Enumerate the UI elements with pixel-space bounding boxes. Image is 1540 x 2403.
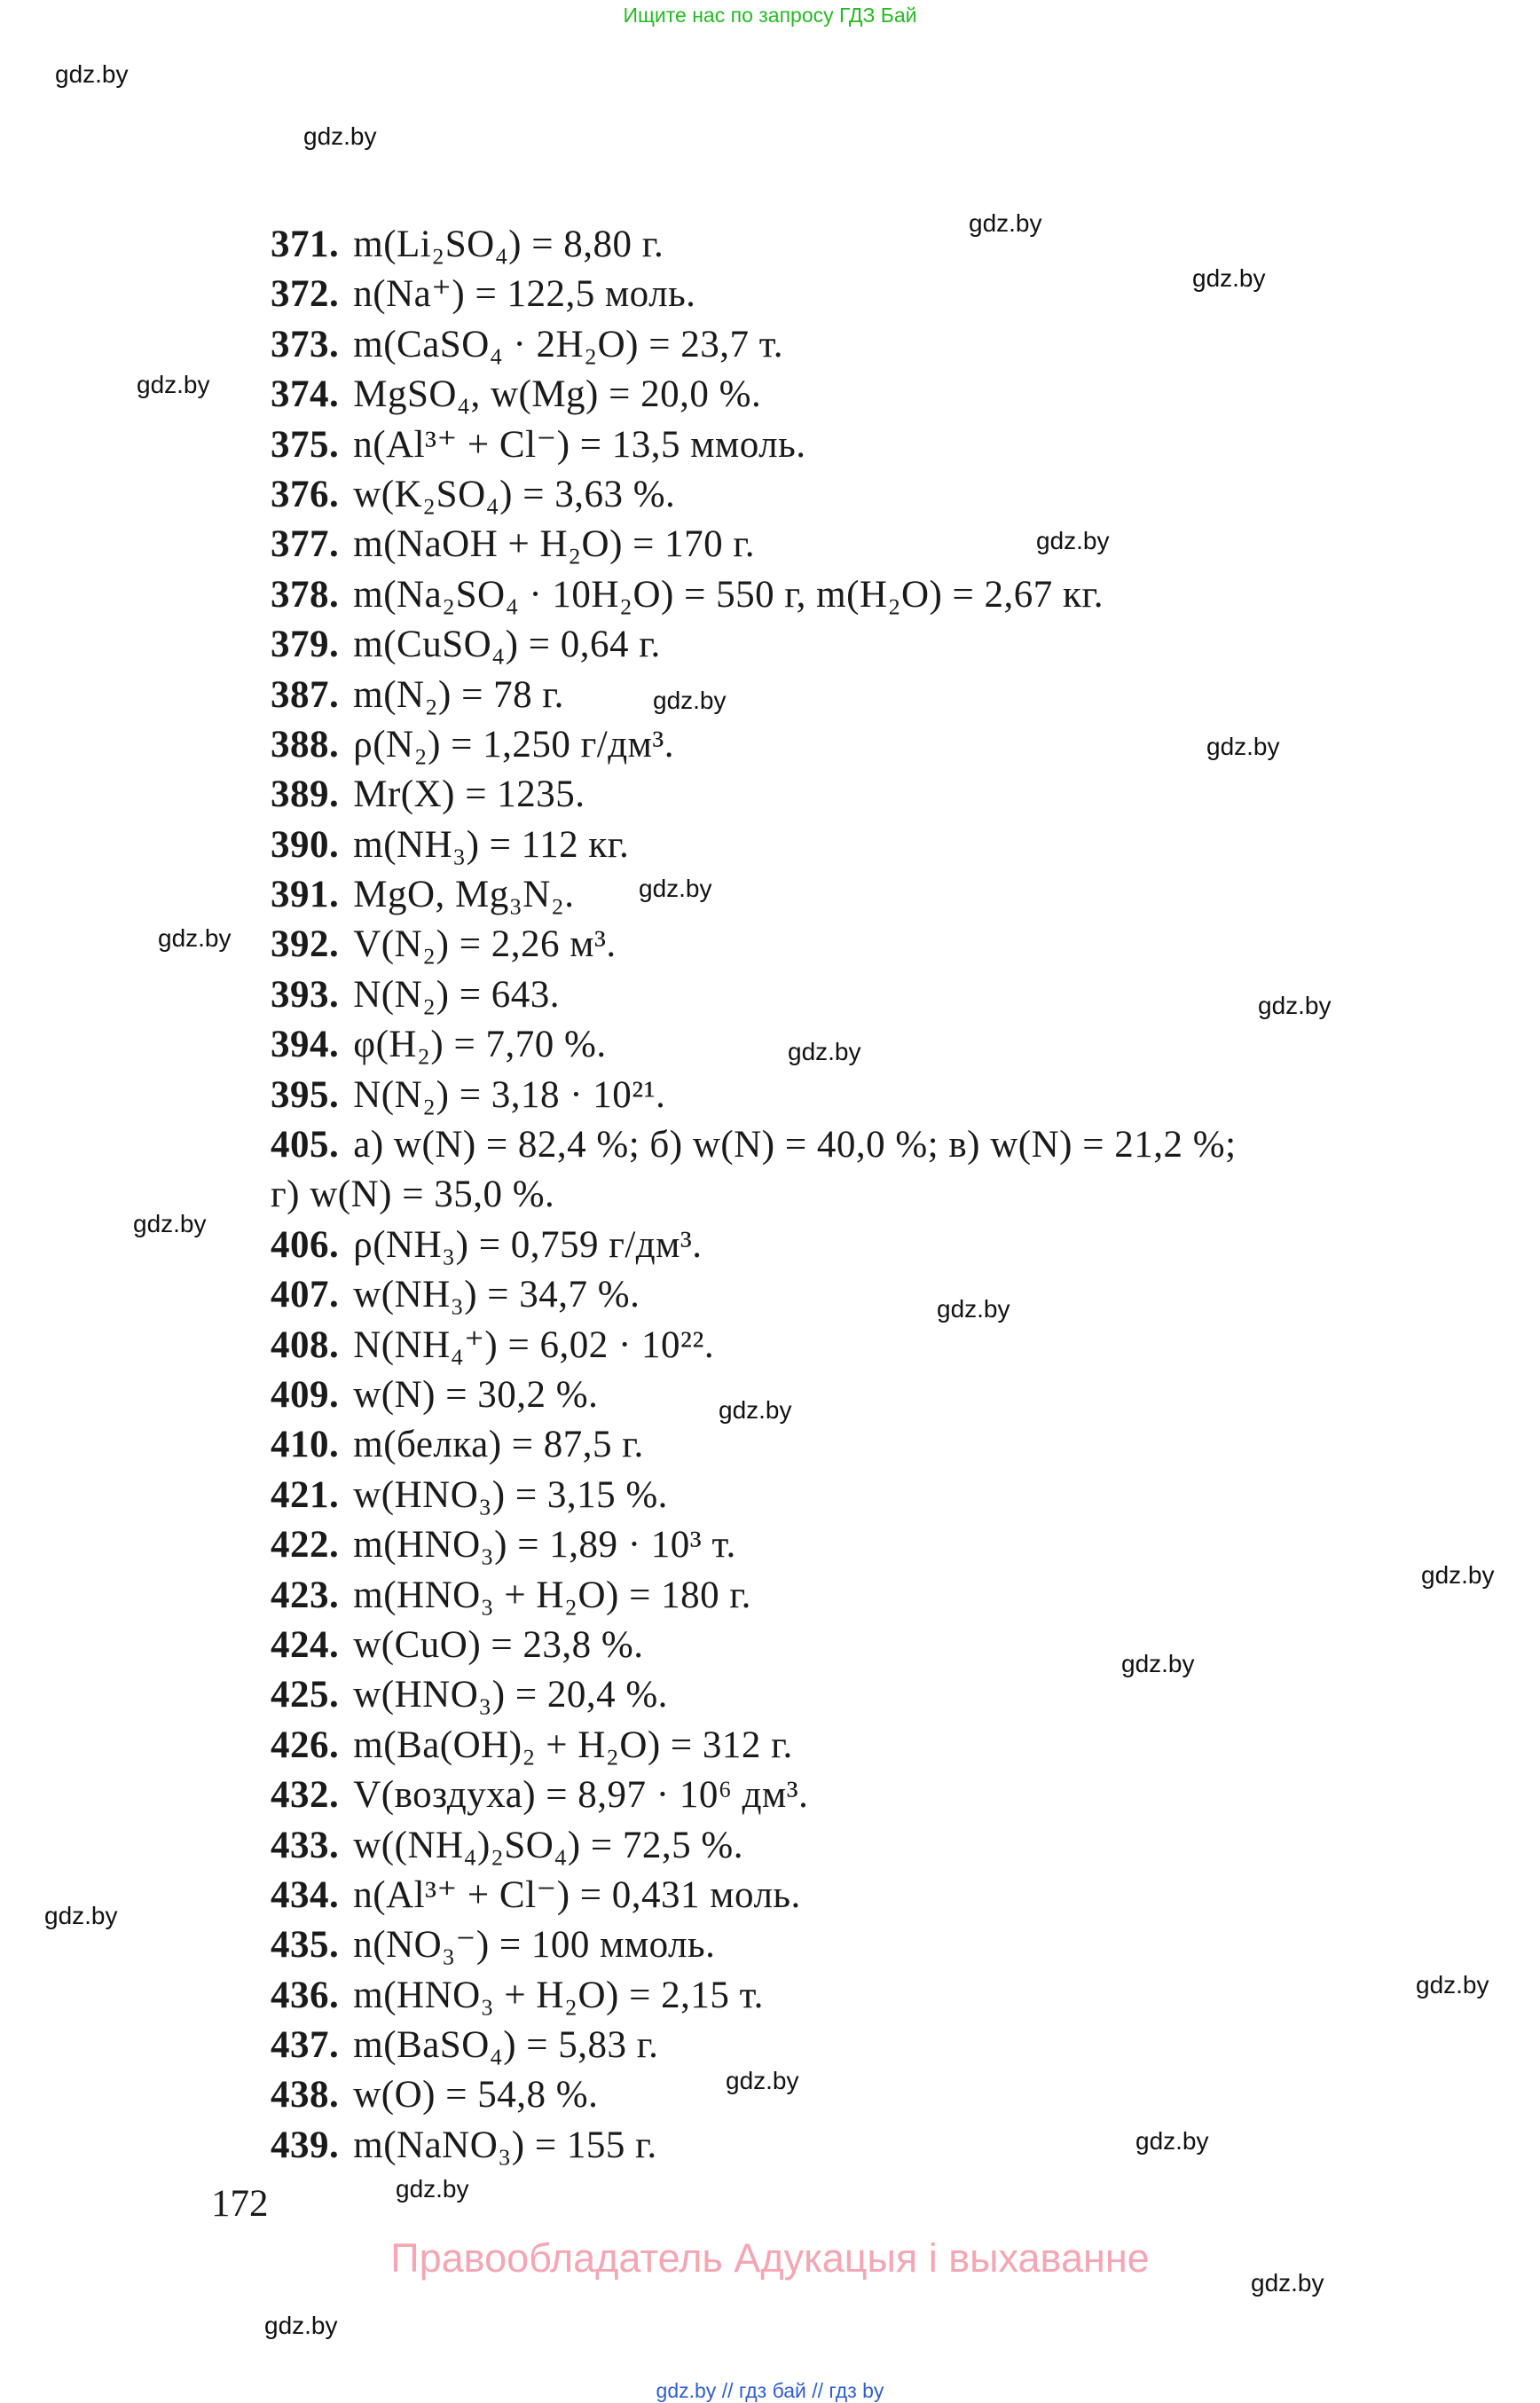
answer-row [271, 370, 1512, 420]
answer-row [271, 1721, 1512, 1771]
answer-row [271, 720, 1512, 770]
answer-row [271, 2070, 1512, 2120]
answer-number: 424. [271, 1623, 340, 1666]
answer-row [271, 1920, 1512, 1970]
answer-number: 437. [271, 2024, 340, 2067]
answer-number: 395. [271, 1073, 340, 1116]
answer-row [271, 1821, 1512, 1871]
answer-row [271, 520, 1512, 569]
watermark: gdz.by [653, 687, 727, 714]
answer-number: 407. [271, 1274, 340, 1316]
answer-number: 377. [271, 523, 340, 566]
answer-row [271, 1221, 1512, 1270]
watermark: gdz.by [264, 2312, 338, 2339]
answer-number: 408. [271, 1323, 340, 1366]
answer-number: 389. [271, 774, 340, 816]
answer-text: m(N₂) = 78 г. [353, 673, 564, 716]
answer-row [271, 1670, 1512, 1720]
answer-number: 393. [271, 973, 340, 1016]
answer-number: 394. [271, 1024, 340, 1066]
page-number: 172 [211, 2183, 269, 2225]
answer-row [271, 270, 1512, 319]
answer-row [271, 1571, 1512, 1621]
watermark: gdz.by [937, 1295, 1010, 1323]
answer-text: w(NH₃) = 34,7 %. [353, 1274, 640, 1316]
answer-text: Mr(X) = 1235. [353, 774, 585, 816]
answer-row [271, 1871, 1512, 1920]
answer-row [271, 1971, 1512, 2021]
answer-number: 390. [271, 823, 340, 866]
answer-text: n(Na⁺) = 122,5 моль. [353, 273, 696, 316]
answer-text: m(CaSO₄ · 2H₂O) = 23,7 т. [353, 323, 784, 365]
answer-text: m(NaOH + H₂O) = 170 г. [353, 523, 755, 566]
answer-number: 391. [271, 874, 340, 916]
watermark: gdz.by [969, 209, 1042, 237]
answer-text: n(Al³⁺ + Cl⁻) = 0,431 моль. [353, 1873, 801, 1916]
answer-row [271, 1420, 1512, 1470]
answer-number: 388. [271, 723, 340, 766]
answer-row [271, 821, 1512, 870]
copyright-notice: Правообладатель Адукацыя і выхаванне [390, 2235, 1150, 2281]
answer-text: m(Ba(OH)₂ + H₂O) = 312 г. [353, 1724, 793, 1766]
answer-row [271, 1370, 1512, 1420]
answer-row [271, 570, 1512, 620]
answer-text: w(K₂SO₄) = 3,63 %. [353, 473, 676, 515]
answer-number: 421. [271, 1473, 340, 1516]
answer-number: 422. [271, 1524, 340, 1567]
answer-text: m(Li₂SO₄) = 8,80 г. [353, 224, 664, 265]
answer-number: 439. [271, 2124, 340, 2166]
answer-text: MgO, Mg₃N₂. [353, 874, 575, 916]
answer-number: 434. [271, 1873, 340, 1916]
answer-text: m(Na₂SO₄ · 10H₂O) = 550 г, m(H₂O) = 2,67 кг. [353, 573, 1104, 616]
answer-number: 425. [271, 1674, 340, 1716]
answer-text: m(HNO₃) = 1,89 · 10³ т. [353, 1524, 736, 1567]
answer-row [271, 1170, 1512, 1220]
watermark: gdz.by [396, 2175, 469, 2203]
answer-text: φ(H₂) = 7,70 %. [353, 1024, 607, 1066]
answer-row [271, 770, 1512, 820]
answer-text: N(N₂) = 3,18 · 10²¹. [353, 1073, 666, 1116]
answer-text: m(NaNO₃) = 155 г. [353, 2124, 657, 2166]
answer-row [271, 2121, 1512, 2171]
answer-number: 375. [271, 423, 340, 466]
watermark: gdz.by [303, 122, 377, 150]
watermark: gdz.by [137, 371, 210, 398]
watermark: gdz.by [1192, 264, 1266, 292]
answer-number: 436. [271, 1974, 340, 2016]
top-banner[interactable]: Ищите нас по запросу ГДЗ Бай [623, 4, 917, 27]
answer-number: 406. [271, 1223, 340, 1266]
answer-row [271, 620, 1512, 670]
answer-text: n(Al³⁺ + Cl⁻) = 13,5 ммоль. [353, 423, 806, 466]
answer-text: w((NH₄)₂SO₄) = 72,5 %. [353, 1824, 743, 1866]
watermark: gdz.by [639, 875, 712, 902]
answer-row [271, 2021, 1512, 2070]
answer-text: N(NH₄⁺) = 6,02 · 10²². [353, 1323, 715, 1366]
answer-text: m(NH₃) = 112 кг. [353, 823, 630, 866]
answer-text: ρ(N₂) = 1,250 г/дм³. [353, 723, 674, 766]
watermark: gdz.by [1135, 2127, 1209, 2155]
answer-text: m(HNO₃ + H₂O) = 2,15 т. [353, 1974, 764, 2016]
answer-row [271, 1520, 1512, 1570]
answer-number: 371. [271, 224, 340, 265]
answer-row [271, 1621, 1512, 1670]
answer-number: 435. [271, 1924, 340, 1967]
answer-text: а) w(N) = 82,4 %; б) w(N) = 40,0 %; в) w(N) = 21,2 %; [353, 1124, 1237, 1166]
answer-row [271, 1020, 1512, 1070]
answer-row [271, 1771, 1512, 1820]
watermark: gdz.by [1258, 992, 1332, 1019]
watermark: gdz.by [158, 924, 232, 952]
answer-number: 373. [271, 323, 340, 365]
answer-text: MgSO₄, w(Mg) = 20,0 %. [353, 373, 762, 416]
answer-row [271, 320, 1512, 370]
answer-row [271, 1321, 1512, 1370]
answers-list [271, 220, 1512, 2171]
answer-text: n(NO₃⁻) = 100 ммоль. [353, 1924, 716, 1967]
answer-row [271, 870, 1512, 920]
answer-row [271, 420, 1512, 470]
answer-text: m(CuSO₄) = 0,64 г. [353, 624, 661, 666]
answer-row [271, 1471, 1512, 1520]
answer-number: 405. [271, 1124, 340, 1166]
answer-text: m(HNO₃ + H₂O) = 180 г. [353, 1574, 751, 1616]
answer-number: 372. [271, 273, 340, 316]
answer-row [271, 671, 1512, 720]
answer-row [271, 970, 1512, 1020]
footer-links[interactable]: gdz.by // гдз бай // гдз by [656, 2379, 884, 2402]
answer-row [271, 1270, 1512, 1320]
answer-number: 432. [271, 1774, 340, 1817]
watermark: gdz.by [788, 1038, 861, 1065]
answer-text: V(N₂) = 2,26 м³. [353, 923, 617, 966]
answer-number: 387. [271, 673, 340, 716]
answer-text: г) w(N) = 35,0 %. [271, 1174, 555, 1216]
answer-text: ρ(NH₃) = 0,759 г/дм³. [353, 1223, 703, 1266]
answer-text: m(BaSO₄) = 5,83 г. [353, 2024, 659, 2067]
answer-number: 409. [271, 1373, 340, 1416]
answer-row [271, 1120, 1512, 1170]
answer-number: 423. [271, 1574, 340, 1616]
answer-text: w(HNO₃) = 20,4 %. [353, 1674, 668, 1716]
watermark: gdz.by [1251, 2269, 1324, 2297]
answer-number: 433. [271, 1824, 340, 1866]
answer-row [271, 220, 1512, 270]
answer-number: 438. [271, 2074, 340, 2116]
answer-number: 392. [271, 923, 340, 966]
answer-row [271, 1071, 1512, 1120]
answer-text: w(O) = 54,8 %. [353, 2074, 599, 2116]
watermark: gdz.by [1421, 1561, 1495, 1589]
answer-text: m(белка) = 87,5 г. [353, 1424, 644, 1466]
answer-number: 426. [271, 1724, 340, 1766]
answer-number: 376. [271, 473, 340, 515]
watermark: gdz.by [1036, 527, 1110, 554]
answer-text: w(N) = 30,2 %. [353, 1373, 599, 1416]
watermark: gdz.by [133, 1210, 207, 1237]
answer-number: 374. [271, 373, 340, 416]
watermark: gdz.by [1206, 733, 1280, 760]
watermark: gdz.by [719, 1396, 792, 1424]
watermark: gdz.by [1416, 1971, 1489, 1999]
watermark: gdz.by [726, 2067, 799, 2094]
watermark: gdz.by [1121, 1650, 1195, 1677]
answer-number: 378. [271, 573, 340, 616]
answer-text: w(HNO₃) = 3,15 %. [353, 1473, 668, 1516]
answer-text: w(CuO) = 23,8 %. [353, 1623, 644, 1666]
answer-text: V(воздуха) = 8,97 · 10⁶ дм³. [353, 1774, 809, 1817]
watermark: gdz.by [44, 1902, 118, 1929]
watermark: gdz.by [55, 60, 129, 88]
answer-number: 379. [271, 624, 340, 666]
answer-row [271, 470, 1512, 520]
answer-number: 410. [271, 1424, 340, 1466]
answer-text: N(N₂) = 643. [353, 973, 560, 1016]
answer-row [271, 920, 1512, 970]
